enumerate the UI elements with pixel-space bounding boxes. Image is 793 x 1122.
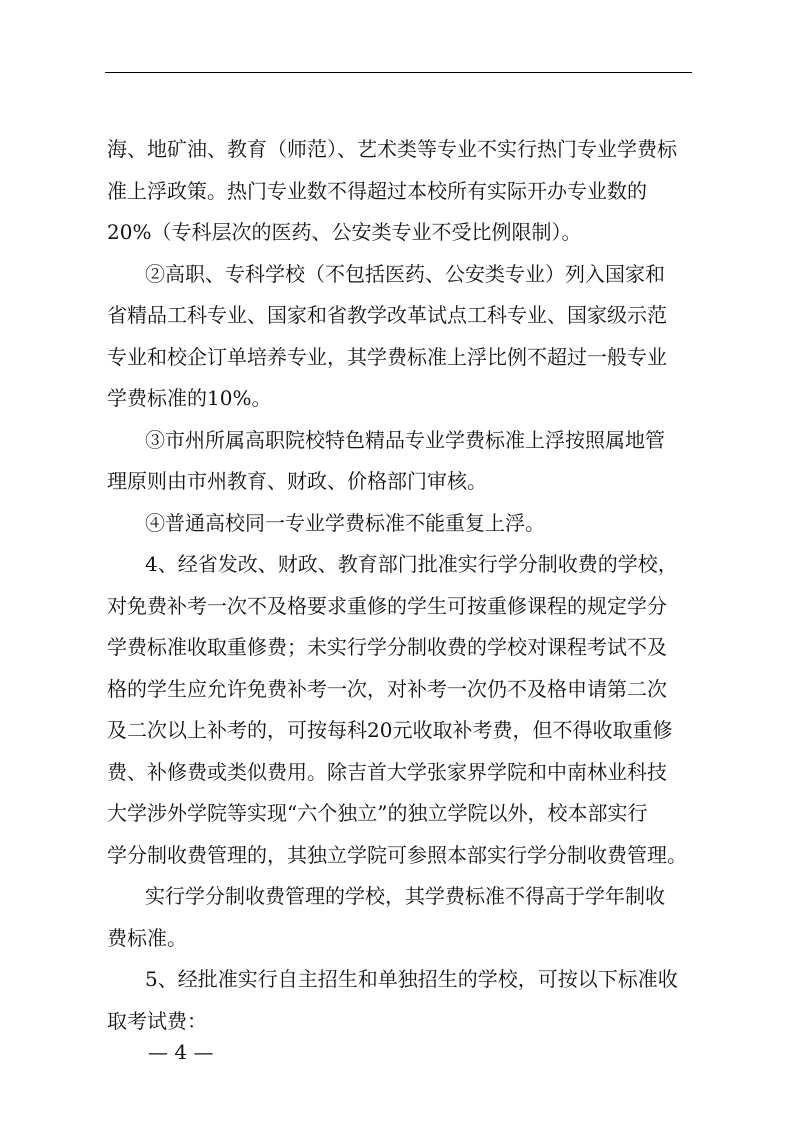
text-line: 20%（专科层次的医药、公安类专业不受比例限制）。 [107,220,582,244]
text-line: 大学涉外学院等实现“六个独立”的独立学院以外，校本部实行 [107,801,648,825]
text-line: 准上浮政策。热门专业数不得超过本校所有实际开办专业数的 [107,179,647,203]
text-line: ②高职、专科学校（不包括医药、公安类专业）列入国家和 [145,262,665,286]
text-line: 格的学生应允许免费补考一次，对补考一次仍不及格申请第二次 [107,677,667,701]
text-line: 取考试费： [107,1009,207,1033]
text-line: 理原则由市州教育、财政、价格部门审核。 [107,469,487,493]
text-line: ③市州所属高职院校特色精品专业学费标准上浮按照属地管 [145,428,665,452]
text-line: ④普通高校同一专业学费标准不能重复上浮。 [145,511,545,535]
text-line: 专业和校企订单培养专业，其学费标准上浮比例不超过一般专业 [107,345,667,369]
text-line: 省精品工科专业、国家和省教学改革试点工科专业、国家级示范 [107,303,667,327]
text-line: 学费标准收取重修费；未实行学分制收费的学校对课程考试不及 [107,635,667,659]
text-line: 对免费补考一次不及格要求重修的学生可按重修课程的规定学分 [107,594,667,618]
text-line: 及二次以上补考的，可按每科20元收取补考费，但不得收取重修 [107,718,673,742]
text-line: 学费标准的10%。 [107,386,272,410]
text-line: 费、补修费或类似费用。除吉首大学张家界学院和中南林业科技 [107,760,667,784]
text-line: 5、经批准实行自主招生和单独招生的学校，可按以下标准收 [145,967,678,991]
page-number: — 4 — [148,1040,214,1064]
text-line: 费标准。 [107,926,187,950]
text-line: 实行学分制收费管理的学校，其学费标准不得高于学年制收 [145,884,665,908]
text-line: 4、经省发改、财政、教育部门批准实行学分制收费的学校， [145,552,678,576]
header-rule [105,72,692,73]
text-line: 海、地矿油、教育（师范）、艺术类等专业不实行热门专业学费标 [107,137,677,161]
text-line: 学分制收费管理的，其独立学院可参照本部实行学分制收费管理。 [107,843,687,867]
